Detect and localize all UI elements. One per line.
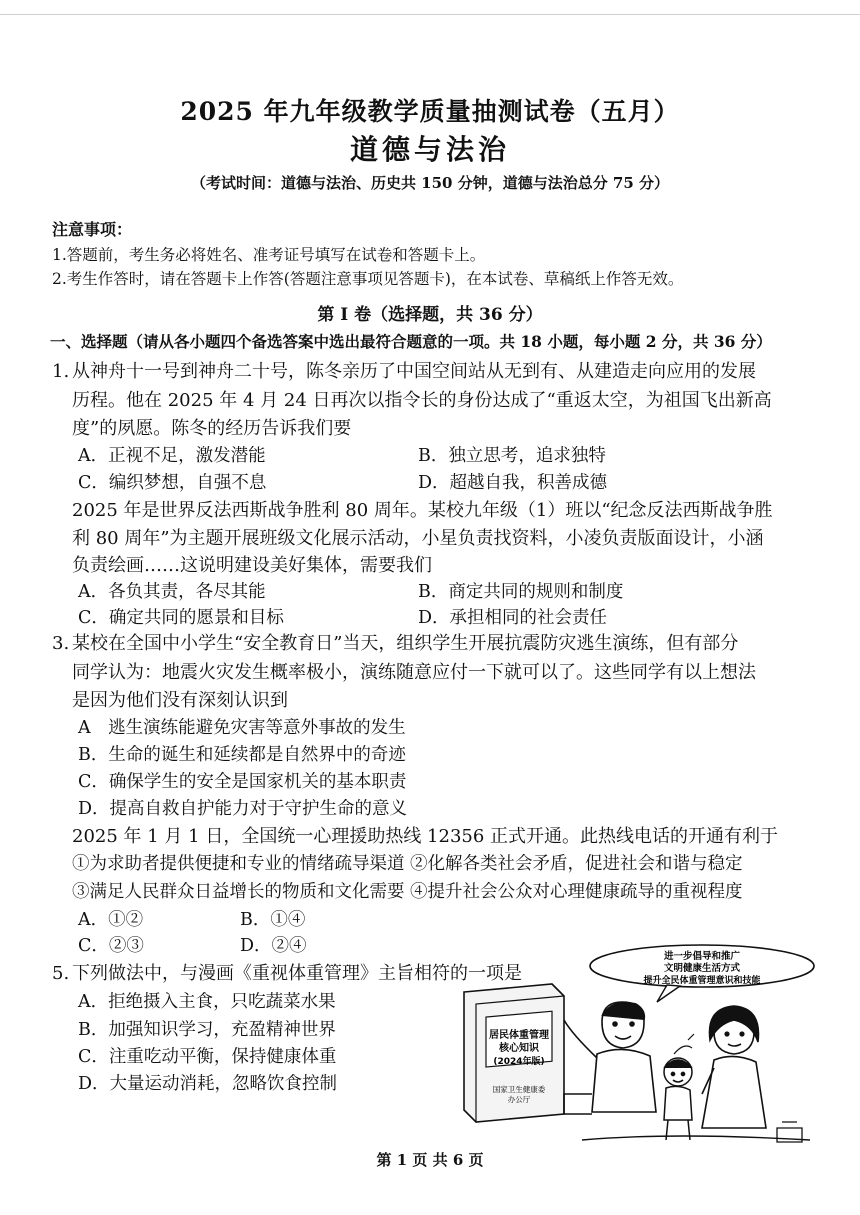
question-1-line-1: 1. 从神舟十一号到神舟二十号，陈冬亲历了中国空间站从无到有、从建造走向应用的发展 xyxy=(52,358,756,386)
question-1-option-a: A．正视不足，激发潜能 xyxy=(78,446,266,466)
question-5-option-c: C．注重吃动平衡，保持健康体重 xyxy=(78,1047,337,1067)
mother-figure xyxy=(702,1006,766,1128)
book-publisher-2: 办公厅 xyxy=(507,1095,531,1104)
speech-bubble-tail xyxy=(657,985,680,1002)
question-5-option-a: A．拒绝摄入主食，只吃蔬菜水果 xyxy=(78,992,336,1012)
question-3-option-d: D．提高自救自护能力对于守护生命的意义 xyxy=(78,799,408,819)
book-title-2: 核心知识 xyxy=(499,1043,539,1054)
father-figure xyxy=(564,1002,656,1114)
question-4-option-b: B．①④ xyxy=(240,910,306,930)
part-title: 一、选择题（请从各小题四个备选答案中选出最符合题意的一项。共 18 小题，每小题 2 分，共 36 分） xyxy=(50,332,772,351)
question-1-line-3: 度”的夙愿。陈冬的经历告诉我们要 xyxy=(72,418,352,439)
question-1-option-b: B．独立思考，追求独特 xyxy=(418,446,606,466)
book-publisher-1: 国家卫生健康委 xyxy=(492,1085,546,1094)
book-title-1: 居民体重管理 xyxy=(489,1030,549,1041)
subject-title: 道德与法治 xyxy=(349,133,510,166)
question-1-option-d: D．超越自我，积善成德 xyxy=(418,473,608,493)
question-4-option-a: A．①② xyxy=(78,910,144,930)
question-4-option-c: C．②③ xyxy=(78,936,144,956)
question-2-line-2: 利 80 周年”为主题开展班级文化展示活动，小星负责找资料，小凌负责版面设计，小涵 xyxy=(72,528,764,549)
family-cartoon-illustration xyxy=(452,944,817,1146)
section-title: 第 I 卷（选择题，共 36 分） xyxy=(317,305,543,325)
question-4-option-d: D．②④ xyxy=(240,936,307,956)
page-number: 第 1 页 共 6 页 xyxy=(376,1151,484,1169)
exam-title: 2025 年九年级教学质量抽测试卷（五月） xyxy=(180,97,680,126)
question-4-line-3: ③满足人民群众日益增长的物质和文化需要 ④提升社会公众对心理健康疏导的重视程度 xyxy=(72,882,743,902)
question-2-option-b: B．商定共同的规则和制度 xyxy=(418,582,624,602)
question-3-option-c: C．确保学生的安全是国家机关的基本职责 xyxy=(78,772,407,792)
exam-info: （考试时间：道德与法治、历史共 150 分钟，道德与法治总分 75 分） xyxy=(190,174,670,192)
question-2-option-a: A．各负其责，各尽其能 xyxy=(78,582,266,602)
question-2-line-1: 2025 年是世界反法西斯战争胜利 80 周年。某校九年级（1）班以“纪念反法西斯战争胜 xyxy=(72,500,773,521)
question-5-option-b: B．加强知识学习，充盈精神世界 xyxy=(78,1020,336,1040)
plant-sprig xyxy=(674,1034,694,1054)
ground-line xyxy=(582,1136,810,1140)
question-5-option-d: D．大量运动消耗，忽略饮食控制 xyxy=(78,1074,338,1094)
bubble-text-1: 进一步倡导和推广 xyxy=(663,951,741,962)
question-1-line-2: 历程。他在 2025 年 4 月 24 日再次以指令长的身份达成了“重返太空，为祖国飞出新高 xyxy=(72,390,772,411)
note-item-2: 2.考生作答时，请在答题卡上作答(答题注意事项见答题卡)，在本试卷、草稿纸上作答无效。 xyxy=(52,270,684,288)
question-3-line-2: 同学认为：地震火灾发生概率极小，演练随意应付一下就可以了。这些同学有以上想法 xyxy=(72,662,756,683)
book-edition: (2024年版) xyxy=(493,1057,545,1067)
book-illustration xyxy=(464,984,564,1122)
note-item-1: 1.答题前，考生务必将姓名、准考证号填写在试卷和答题卡上。 xyxy=(52,246,486,264)
top-edge-line xyxy=(0,14,860,15)
question-2-option-d: D．承担相同的社会责任 xyxy=(418,608,608,628)
question-5-line-1: 5. 下列做法中，与漫画《重视体重管理》主旨相符的一项是 xyxy=(52,960,522,988)
question-2-option-c: C．确定共同的愿景和目标 xyxy=(78,608,284,628)
question-3-option-b: B．生命的诞生和延续都是自然界中的奇迹 xyxy=(78,745,406,765)
question-number: 3. xyxy=(52,633,70,654)
question-4-line-1: 2025 年 1 月 1 日，全国统一心理援助热线 12356 正式开通。此热线电话的开通有利于 xyxy=(72,826,779,847)
question-2-line-3: 负责绘画……这说明建设美好集体，需要我们 xyxy=(72,555,432,576)
notes-heading: 注意事项： xyxy=(52,220,133,239)
question-number: 1. xyxy=(52,361,70,382)
question-3-line-3: 是因为他们没有深刻认识到 xyxy=(72,690,288,711)
question-1-option-c: C．编织梦想，自强不息 xyxy=(78,473,267,493)
question-3-option-a: A 逃生演练能避免灾害等意外事故的发生 xyxy=(78,718,406,738)
question-4-line-2: ①为求助者提供便捷和专业的情绪疏导渠道 ②化解各类社会矛盾，促进社会和谐与稳定 xyxy=(72,854,743,874)
bubble-text-2: 文明健康生活方式 xyxy=(663,963,741,974)
question-3-line-1: 3. 某校在全国中小学生“安全教育日”当天，组织学生开展抗震防灾逃生演练，但有部分 xyxy=(52,630,738,658)
question-number: 5. xyxy=(52,963,70,984)
bubble-text-3: 提升全民体重管理意识和技能 xyxy=(643,976,761,986)
child-figure xyxy=(664,1058,692,1140)
